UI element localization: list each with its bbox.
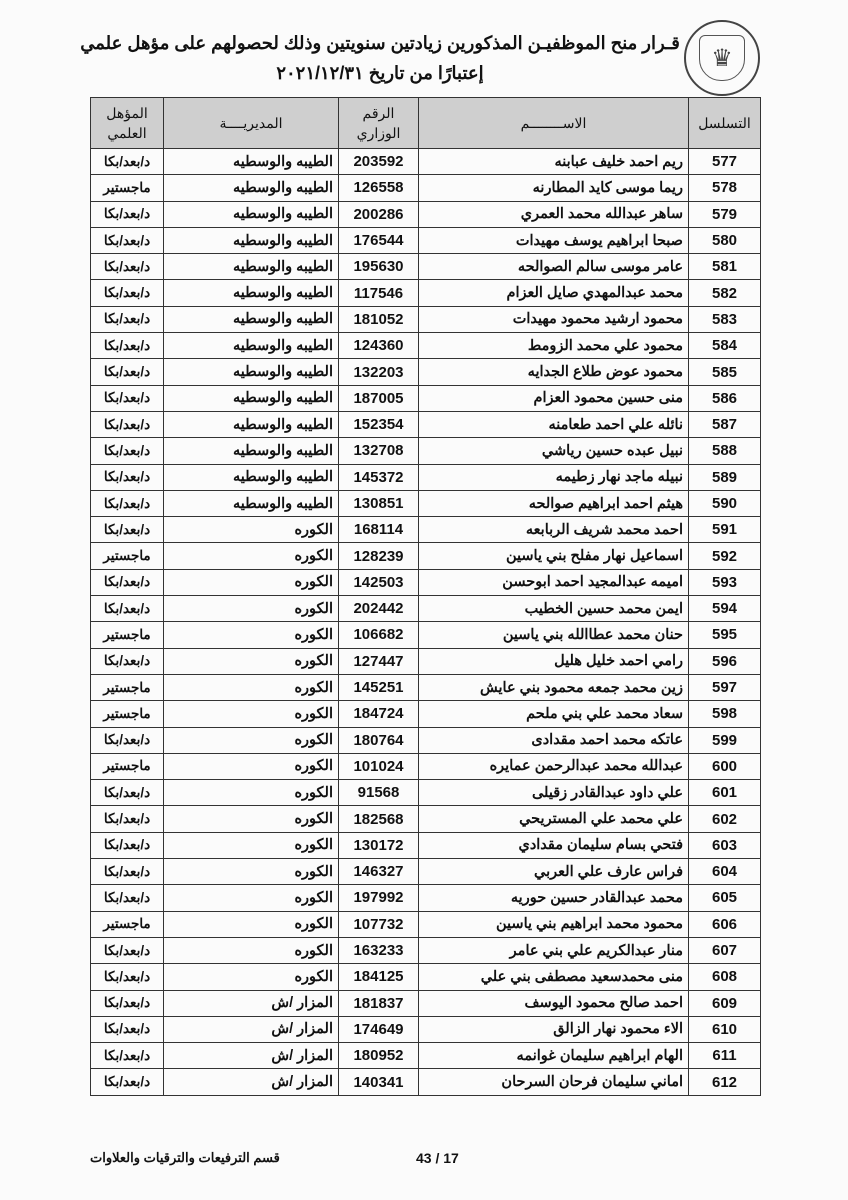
table-row	[91, 911, 761, 937]
name-cell: صبحا ابراهيم يوسف مهيدات	[419, 227, 689, 253]
ministry-number-cell: 203592	[339, 149, 419, 175]
serial-cell: 584	[689, 333, 761, 359]
serial-cell: 602	[689, 806, 761, 832]
serial-cell: 585	[689, 359, 761, 385]
name-cell: محمود عوض طلاع الجدايه	[419, 359, 689, 385]
serial-cell: 598	[689, 701, 761, 727]
serial-cell: 612	[689, 1069, 761, 1095]
directorate-cell: المزار /ش	[164, 1016, 339, 1042]
table-row	[91, 885, 761, 911]
ministry-number-cell: 181052	[339, 306, 419, 332]
serial-cell: 590	[689, 490, 761, 516]
directorate-cell: الكوره	[164, 517, 339, 543]
header-qualification: المؤهل العلمي	[91, 98, 164, 149]
name-cell: محمد عبدالقادر حسين حوريه	[419, 885, 689, 911]
directorate-cell: الكوره	[164, 596, 339, 622]
directorate-cell: الكوره	[164, 622, 339, 648]
name-cell: اماني سليمان فرحان السرحان	[419, 1069, 689, 1095]
table-row	[91, 937, 761, 963]
table-row	[91, 280, 761, 306]
ministry-number-cell: 132203	[339, 359, 419, 385]
header-ministry-number: الرقم الوزاري	[339, 98, 419, 149]
crown-emblem-icon: ♛	[699, 35, 745, 81]
directorate-cell: الكوره	[164, 543, 339, 569]
qualification-cell: ماجستير	[91, 622, 164, 648]
serial-cell: 599	[689, 727, 761, 753]
serial-cell: 577	[689, 149, 761, 175]
directorate-cell: الكوره	[164, 885, 339, 911]
ministry-number-cell: 127447	[339, 648, 419, 674]
name-cell: الاء محمود نهار الزالق	[419, 1016, 689, 1042]
qualification-cell: د/بعد/بكا	[91, 937, 164, 963]
directorate-cell: الطيبه والوسطيه	[164, 306, 339, 332]
table-header-row	[91, 98, 761, 149]
header-serial: التسلسل	[689, 98, 761, 149]
table-row	[91, 569, 761, 595]
serial-cell: 609	[689, 990, 761, 1016]
ministry-number-cell: 142503	[339, 569, 419, 595]
name-cell: منار عبدالكريم علي بني عامر	[419, 937, 689, 963]
qualification-cell: د/بعد/بكا	[91, 990, 164, 1016]
table-row	[91, 490, 761, 516]
table-row	[91, 1043, 761, 1069]
ministry-number-cell: 180952	[339, 1043, 419, 1069]
directorate-cell: الطيبه والوسطيه	[164, 175, 339, 201]
name-cell: زين محمد جمعه محمود بني عايش	[419, 674, 689, 700]
serial-cell: 579	[689, 201, 761, 227]
qualification-cell: د/بعد/بكا	[91, 517, 164, 543]
ministry-number-cell: 106682	[339, 622, 419, 648]
table-row	[91, 727, 761, 753]
directorate-cell: الكوره	[164, 911, 339, 937]
directorate-cell: الطيبه والوسطيه	[164, 201, 339, 227]
table-row	[91, 753, 761, 779]
qualification-cell: د/بعد/بكا	[91, 1043, 164, 1069]
serial-cell: 591	[689, 517, 761, 543]
name-cell: محمود ارشيد محمود مهيدات	[419, 306, 689, 332]
name-cell: عبدالله محمد عبدالرحمن عمايره	[419, 753, 689, 779]
directorate-cell: الطيبه والوسطيه	[164, 359, 339, 385]
name-cell: نائله علي احمد طعامنه	[419, 411, 689, 437]
ministry-number-cell: 195630	[339, 254, 419, 280]
directorate-cell: الكوره	[164, 674, 339, 700]
name-cell: ساهر عبدالله محمد العمري	[419, 201, 689, 227]
directorate-cell: المزار /ش	[164, 1043, 339, 1069]
table-row	[91, 517, 761, 543]
ministry-number-cell: 182568	[339, 806, 419, 832]
directorate-cell: الطيبه والوسطيه	[164, 411, 339, 437]
name-cell: اميمه عبدالمجيد احمد ابوحسن	[419, 569, 689, 595]
name-cell: علي داود عبدالقادر زقيلى	[419, 780, 689, 806]
ministry-number-cell: 101024	[339, 753, 419, 779]
footer-department: قسم الترفيعات والترقيات والعلاوات	[90, 1150, 280, 1165]
serial-cell: 589	[689, 464, 761, 490]
directorate-cell: الطيبه والوسطيه	[164, 490, 339, 516]
serial-cell: 601	[689, 780, 761, 806]
header-name: الاســــــــم	[419, 98, 689, 149]
table-row	[91, 701, 761, 727]
serial-cell: 578	[689, 175, 761, 201]
directorate-cell: المزار /ش	[164, 1069, 339, 1095]
qualification-cell: د/بعد/بكا	[91, 333, 164, 359]
serial-cell: 611	[689, 1043, 761, 1069]
name-cell: احمد محمد شريف الربابعه	[419, 517, 689, 543]
table-row	[91, 596, 761, 622]
name-cell: نبيل عبده حسين رياشي	[419, 438, 689, 464]
ministry-number-cell: 184724	[339, 701, 419, 727]
qualification-cell: ماجستير	[91, 911, 164, 937]
directorate-cell: الطيبه والوسطيه	[164, 227, 339, 253]
directorate-cell: الكوره	[164, 753, 339, 779]
table-row	[91, 806, 761, 832]
header-directorate: المديريــــة	[164, 98, 339, 149]
qualification-cell: د/بعد/بكا	[91, 201, 164, 227]
directorate-cell: الكوره	[164, 648, 339, 674]
name-cell: فراس عارف علي العربي	[419, 859, 689, 885]
directorate-cell: الكوره	[164, 859, 339, 885]
ministry-number-cell: 124360	[339, 333, 419, 359]
serial-cell: 581	[689, 254, 761, 280]
table-row	[91, 780, 761, 806]
document-subtitle-date: إعتبارًا من تاريخ ٢٠٢١/١٢/٣١	[276, 63, 484, 83]
directorate-cell: المزار /ش	[164, 990, 339, 1016]
qualification-cell: د/بعد/بكا	[91, 306, 164, 332]
serial-cell: 600	[689, 753, 761, 779]
table-row	[91, 859, 761, 885]
ministry-number-cell: 132708	[339, 438, 419, 464]
qualification-cell: د/بعد/بكا	[91, 964, 164, 990]
ministry-number-cell: 187005	[339, 385, 419, 411]
table-row	[91, 438, 761, 464]
ministry-number-cell: 91568	[339, 780, 419, 806]
ministry-number-cell: 145372	[339, 464, 419, 490]
name-cell: محمود علي محمد الزومط	[419, 333, 689, 359]
name-cell: محمد عبدالمهدي صايل العزام	[419, 280, 689, 306]
name-cell: منى حسين محمود العزام	[419, 385, 689, 411]
table-row	[91, 201, 761, 227]
serial-cell: 583	[689, 306, 761, 332]
qualification-cell: د/بعد/بكا	[91, 832, 164, 858]
qualification-cell: د/بعد/بكا	[91, 569, 164, 595]
ministry-number-cell: 176544	[339, 227, 419, 253]
ministry-number-cell: 163233	[339, 937, 419, 963]
ministry-number-cell: 184125	[339, 964, 419, 990]
directorate-cell: الطيبه والوسطيه	[164, 149, 339, 175]
table-row	[91, 464, 761, 490]
name-cell: هيثم احمد ابراهيم صوالحه	[419, 490, 689, 516]
qualification-cell: د/بعد/بكا	[91, 780, 164, 806]
qualification-cell: د/بعد/بكا	[91, 1016, 164, 1042]
serial-cell: 605	[689, 885, 761, 911]
directorate-cell: الطيبه والوسطيه	[164, 464, 339, 490]
name-cell: محمود محمد ابراهيم بني ياسين	[419, 911, 689, 937]
qualification-cell: د/بعد/بكا	[91, 1069, 164, 1095]
table-row	[91, 385, 761, 411]
serial-cell: 582	[689, 280, 761, 306]
qualification-cell: ماجستير	[91, 701, 164, 727]
name-cell: حنان محمد عطاالله بني ياسين	[419, 622, 689, 648]
table-row	[91, 1069, 761, 1095]
ministry-seal-logo	[684, 20, 760, 96]
table-row	[91, 1016, 761, 1042]
qualification-cell: د/بعد/بكا	[91, 359, 164, 385]
qualification-cell: د/بعد/بكا	[91, 385, 164, 411]
qualification-cell: د/بعد/بكا	[91, 411, 164, 437]
ministry-number-cell: 145251	[339, 674, 419, 700]
document-title: قـرار منح الموظفيـن المذكورين زيادتين سنويتين وذلك لحصولهم على مؤهل علمي	[80, 33, 680, 53]
serial-cell: 597	[689, 674, 761, 700]
qualification-cell: ماجستير	[91, 175, 164, 201]
directorate-cell: الطيبه والوسطيه	[164, 333, 339, 359]
ministry-number-cell: 130851	[339, 490, 419, 516]
serial-cell: 606	[689, 911, 761, 937]
directorate-cell: الكوره	[164, 806, 339, 832]
page-number: 43 / 17	[416, 1150, 459, 1166]
serial-cell: 586	[689, 385, 761, 411]
qualification-cell: د/بعد/بكا	[91, 727, 164, 753]
ministry-number-cell: 197992	[339, 885, 419, 911]
ministry-number-cell: 146327	[339, 859, 419, 885]
ministry-number-cell: 202442	[339, 596, 419, 622]
ministry-number-cell: 130172	[339, 832, 419, 858]
name-cell: رامي احمد خليل هليل	[419, 648, 689, 674]
serial-cell: 587	[689, 411, 761, 437]
directorate-cell: الكوره	[164, 780, 339, 806]
directorate-cell: الطيبه والوسطيه	[164, 438, 339, 464]
ministry-number-cell: 128239	[339, 543, 419, 569]
serial-cell: 588	[689, 438, 761, 464]
directorate-cell: الطيبه والوسطيه	[164, 254, 339, 280]
serial-cell: 580	[689, 227, 761, 253]
serial-cell: 593	[689, 569, 761, 595]
name-cell: منى محمدسعيد مصطفى بني علي	[419, 964, 689, 990]
qualification-cell: د/بعد/بكا	[91, 859, 164, 885]
serial-cell: 592	[689, 543, 761, 569]
serial-cell: 595	[689, 622, 761, 648]
ministry-number-cell: 181837	[339, 990, 419, 1016]
qualification-cell: ماجستير	[91, 753, 164, 779]
name-cell: علي محمد علي المستريحي	[419, 806, 689, 832]
serial-cell: 596	[689, 648, 761, 674]
name-cell: فتحي بسام سليمان مقدادي	[419, 832, 689, 858]
qualification-cell: د/بعد/بكا	[91, 280, 164, 306]
directorate-cell: الكوره	[164, 569, 339, 595]
qualification-cell: د/بعد/بكا	[91, 596, 164, 622]
ministry-number-cell: 180764	[339, 727, 419, 753]
qualification-cell: ماجستير	[91, 543, 164, 569]
table-row	[91, 648, 761, 674]
name-cell: ريما موسى كايد المطارنه	[419, 175, 689, 201]
table-row	[91, 990, 761, 1016]
directorate-cell: الطيبه والوسطيه	[164, 385, 339, 411]
qualification-cell: د/بعد/بكا	[91, 806, 164, 832]
table-row	[91, 333, 761, 359]
table-row	[91, 543, 761, 569]
table-row	[91, 175, 761, 201]
name-cell: ريم احمد خليف عبابنه	[419, 149, 689, 175]
name-cell: ايمن محمد حسين الخطيب	[419, 596, 689, 622]
name-cell: عاتكه محمد احمد مقدادى	[419, 727, 689, 753]
ministry-number-cell: 107732	[339, 911, 419, 937]
name-cell: عامر موسى سالم الصوالحه	[419, 254, 689, 280]
directorate-cell: الكوره	[164, 701, 339, 727]
table-row	[91, 411, 761, 437]
name-cell: الهام ابراهيم سليمان غوانمه	[419, 1043, 689, 1069]
qualification-cell: د/بعد/بكا	[91, 227, 164, 253]
directorate-cell: الكوره	[164, 937, 339, 963]
qualification-cell: د/بعد/بكا	[91, 438, 164, 464]
name-cell: سعاد محمد علي بني ملحم	[419, 701, 689, 727]
directorate-cell: الكوره	[164, 727, 339, 753]
ministry-number-cell: 174649	[339, 1016, 419, 1042]
ministry-number-cell: 168114	[339, 517, 419, 543]
table-row	[91, 964, 761, 990]
employees-table	[90, 97, 761, 1096]
directorate-cell: الكوره	[164, 832, 339, 858]
qualification-cell: د/بعد/بكا	[91, 464, 164, 490]
serial-cell: 603	[689, 832, 761, 858]
serial-cell: 608	[689, 964, 761, 990]
table-row	[91, 306, 761, 332]
name-cell: احمد صالح محمود اليوسف	[419, 990, 689, 1016]
qualification-cell: د/بعد/بكا	[91, 254, 164, 280]
ministry-number-cell: 117546	[339, 280, 419, 306]
table-row	[91, 227, 761, 253]
name-cell: اسماعيل نهار مفلح بني ياسين	[419, 543, 689, 569]
directorate-cell: الكوره	[164, 964, 339, 990]
table-row	[91, 149, 761, 175]
ministry-number-cell: 200286	[339, 201, 419, 227]
serial-cell: 594	[689, 596, 761, 622]
ministry-number-cell: 140341	[339, 1069, 419, 1095]
table-row	[91, 674, 761, 700]
table-row	[91, 832, 761, 858]
serial-cell: 607	[689, 937, 761, 963]
qualification-cell: ماجستير	[91, 674, 164, 700]
qualification-cell: د/بعد/بكا	[91, 149, 164, 175]
name-cell: نبيله ماجد نهار زطيمه	[419, 464, 689, 490]
qualification-cell: د/بعد/بكا	[91, 885, 164, 911]
directorate-cell: الطيبه والوسطيه	[164, 280, 339, 306]
ministry-number-cell: 152354	[339, 411, 419, 437]
table-row	[91, 622, 761, 648]
qualification-cell: د/بعد/بكا	[91, 490, 164, 516]
serial-cell: 610	[689, 1016, 761, 1042]
serial-cell: 604	[689, 859, 761, 885]
table-row	[91, 254, 761, 280]
ministry-number-cell: 126558	[339, 175, 419, 201]
table-row	[91, 359, 761, 385]
qualification-cell: د/بعد/بكا	[91, 648, 164, 674]
